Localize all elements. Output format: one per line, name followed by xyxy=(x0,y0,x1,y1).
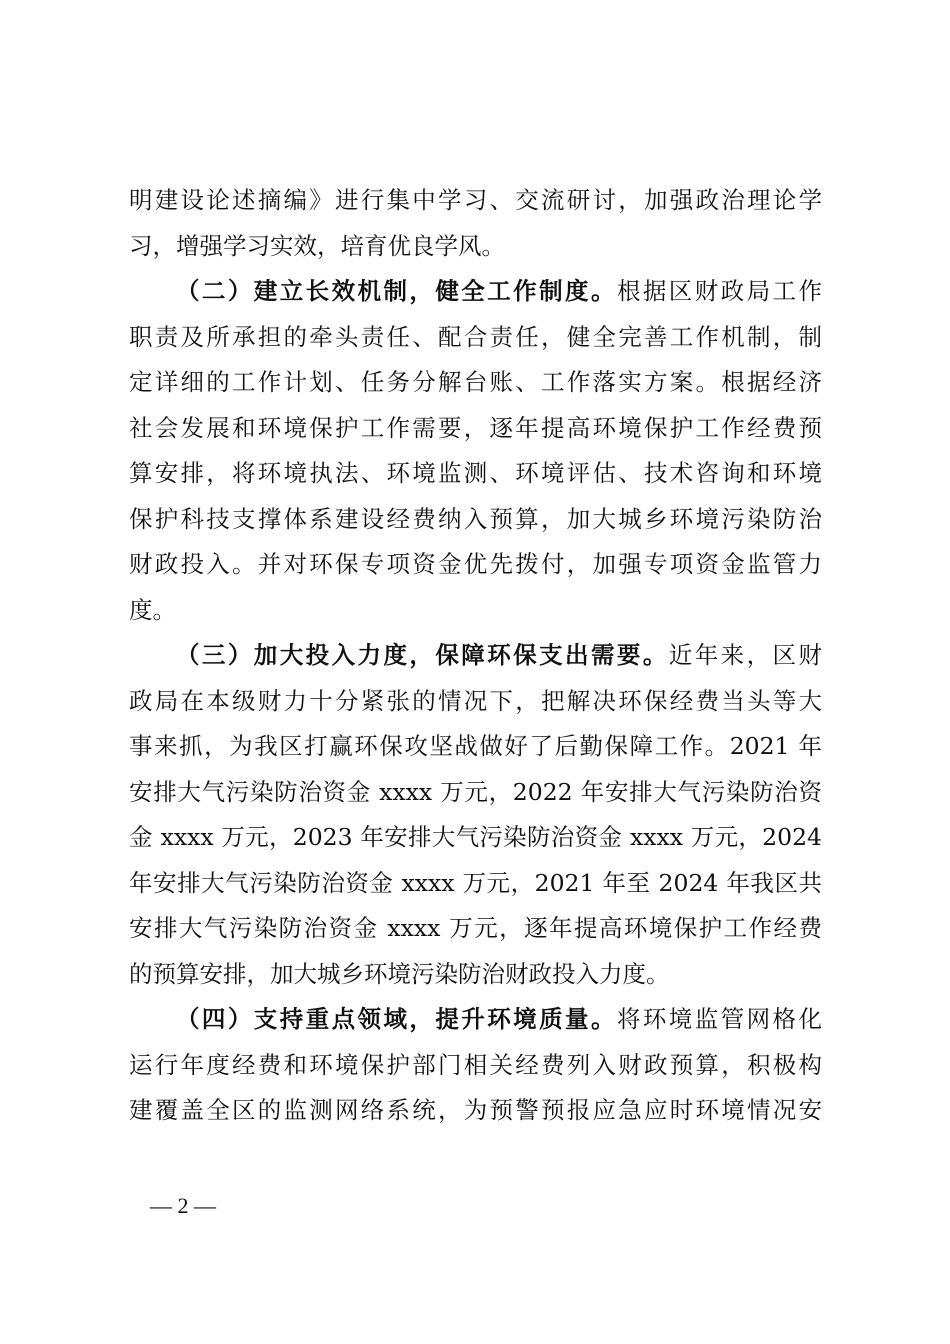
document-body xyxy=(129,178,822,1134)
text-line: 职责及所承担的牵头责任、配合责任，健全完善工作机制，制 xyxy=(129,322,822,351)
page-number: — 2 — xyxy=(150,1193,216,1218)
section-heading: （二）建立长效机制，健全工作制度。 xyxy=(176,277,617,305)
section-heading: （三）加大投入力度，保障环保支出需要。 xyxy=(176,641,669,669)
text-line: 事来抓，为我区打赢环保攻坚战做好了后勤保障工作。2021 年 xyxy=(129,732,822,760)
text-line: 年安排大气污染防治资金 xxxx 万元，2021 年至 2024 年我区共 xyxy=(129,868,822,897)
text-line: 习，增强学习实效，培育优良学风。 xyxy=(129,231,505,260)
text-line: 保护科技支撑体系建设经费纳入预算，加大城乡环境污染防治 xyxy=(129,504,822,533)
text-line: 政局在本级财力十分紧张的情况下，把解决环保经费当头等大 xyxy=(129,686,822,715)
text-span: 近年来，区财 xyxy=(668,641,822,669)
section-heading-line xyxy=(129,269,822,315)
text-line: 建覆盖全区的监测网络系统，为预警预报应急应时环境情况安 xyxy=(129,1096,822,1124)
text-line: 金 xxxx 万元，2023 年安排大气污染防治资金 xxxx 万元，2024 xyxy=(129,823,822,851)
text-line: 明建设论述摘编》进行集中学习、交流研讨，加强政治理论学 xyxy=(129,186,822,214)
section-heading-line xyxy=(129,633,822,679)
text-line: 财政投入。并对环保专项资金优先拨付，加强专项资金监管力 xyxy=(129,550,822,578)
text-line: 安排大气污染防治资金 xxxx 万元，2022 年安排大气污染防治资 xyxy=(129,777,822,806)
text-line: 度。 xyxy=(129,595,176,624)
text-line: 运行年度经费和环境保护部门相关经费列入财政预算，积极构 xyxy=(129,1050,822,1079)
text-line: 算安排，将环境执法、环境监测、环境评估、技术咨询和环境 xyxy=(129,459,822,487)
text-line: 社会发展和环境保护工作需要，逐年提高环境保护工作经费预 xyxy=(129,413,822,442)
text-span: 将环境监管网格化 xyxy=(616,1005,822,1033)
text-line: 的预算安排，加大城乡环境污染防治财政投入力度。 xyxy=(129,959,670,988)
text-line: 定详细的工作计划、任务分解台账、工作落实方案。根据经济 xyxy=(129,368,822,396)
text-line: 安排大气污染防治资金 xxxx 万元，逐年提高环境保护工作经费 xyxy=(129,914,822,942)
section-heading: （四）支持重点领域，提升环境质量。 xyxy=(176,1005,617,1033)
text-span: 根据区财政局工作 xyxy=(616,277,822,305)
section-heading-line xyxy=(129,997,822,1043)
